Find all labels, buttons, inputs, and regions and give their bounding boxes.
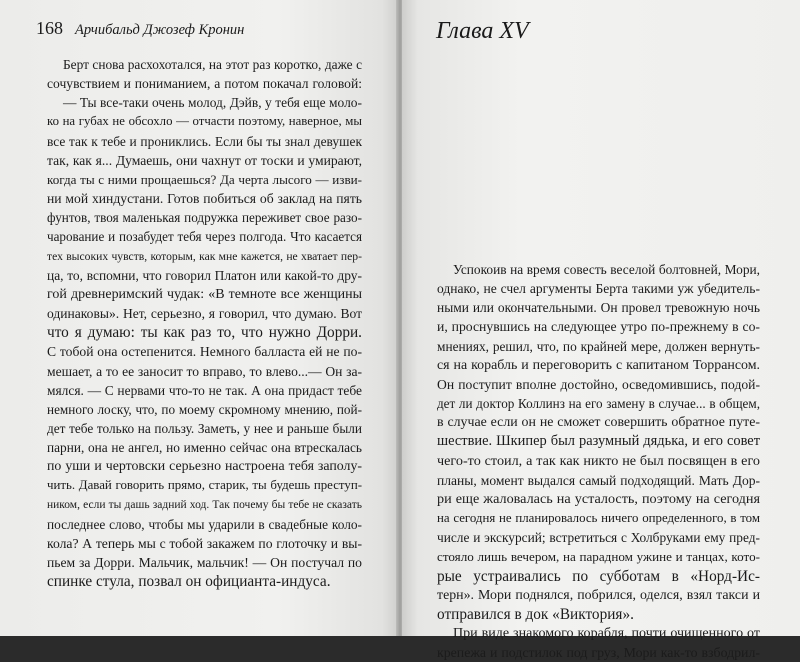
text-line: парни, она не ангел, но именно сейчас она втрескалась [47,440,362,456]
text-line: и, проснувшись на следующее утро по-прежнему в со- [437,319,760,335]
text-line: все так к тебе и прониклись. Если бы ты знал девушек [47,133,362,149]
page-number: 168 [36,18,63,38]
text-line: пьем за Дорри. Мальчик, мальчик! — Он постучал по [47,555,362,571]
text-line: ца, то, вспомни, что говорил Платон или какой-то дру- [47,267,362,283]
text-line: что я думаю: ты как раз то, что нужно Дорри. [47,324,362,342]
text-line: мешает, а то ее заносит то вправо, то влево...— Он за- [47,363,362,379]
text-line: ными или окончательными. Он провел тревожную ночь [437,300,760,316]
text-line: ко на губах не обсохло — отчасти поэтому, наверное, мы [47,114,362,129]
text-line: ни мой хиндустани. Готов побиться об заклад на пять [47,191,362,207]
text-line: гой древнеримский чудак: «В темноте все женщины [47,286,362,302]
running-head [36,18,244,39]
text-line: планы, момент выдался самый подходящий. Мать Дор- [437,472,760,488]
text-line: чарование и позабудет тебя через полгода. Что касается [47,229,362,245]
text-line: числе и экскурсий; встретиться с Холбруками ему пред- [437,530,760,546]
text-line: однако, не счел аргументы Берта такими уж убедитель- [437,281,760,297]
text-line: немного лоску, что, по моему скромному мнению, пой- [47,401,362,417]
left-page-text [47,55,362,591]
text-line: когда ты с ними прощаешься? Да черта лысого — изви- [47,171,362,187]
text-line: фунтов, твоя маленькая подружка переживет свое разо- [47,210,362,226]
text-line: чего-то стоил, а так как никто не был посвящен в его [437,452,760,469]
text-line: дет ли доктор Коллинз на его замену в случае... в общем, [437,396,760,412]
text-line: мялся. — С нервами что-то не так. А она придаст тебе [47,382,362,398]
text-line: по уши и чертовски серьезно настроена тебя заполу- [47,459,362,475]
text-line: в случае если он не сможет совершить обратное путе- [437,415,760,431]
text-line: кола? А теперь мы с тобой закажем по глоточку и вы- [47,535,362,551]
text-line: Успокоив на время совесть веселой болтовней, Мори, [453,262,760,277]
text-line: ником, если ты дашь задний ход. Так почему бы тебе не сказать [47,498,362,511]
text-line: отправился в док «Виктория». [437,605,634,623]
text-line: дет тебе только на пользу. Заметь, у нее и раньше были [47,420,362,436]
text-line: терн». Мори поднялся, побрился, оделся, взял такси и [437,587,760,603]
text-line: Он поступит вполне достойно, осведомившись, подой- [437,376,760,392]
text-line: чить. Давай говорить прямо, старик, ты будешь преступ- [47,478,362,493]
right-page-text [437,260,760,662]
left-page [0,0,398,636]
chapter-title: Глава XV [436,18,529,44]
text-line: ри еще жаловалась на усталость, поэтому на сегодня [437,490,760,507]
author-name: Арчибальд Джозеф Кронин [75,22,245,38]
text-line: сочувствием и пониманием, а потом покачал головой: [47,76,362,92]
text-line: — Ты все-таки очень молод, Дэйв, у тебя еще моло- [63,95,362,111]
text-line: ся на корабль и переговорить с капитаном Торрансом. [437,357,760,373]
text-line: последнее слово, чтобы мы ударили в свадебные коло- [47,516,362,532]
text-line: С тобой она остепенится. Немного балласта ей не по- [47,344,362,360]
text-line: рые устраивались по субботам в «Норд-Ис- [437,567,760,585]
text-line: так, как я... Думаешь, они чахнут от тоски и умирают, [47,152,362,168]
text-line: одинаковы». Нет, серьезно, я говорил, что думаю. Вот [47,306,362,322]
text-line: на сегодня не планировалось ничего определенного, в том [437,511,760,526]
text-line: стояло лишь вечером, на парадном ужине и танцах, кото- [437,549,760,565]
text-line: Берт снова расхохотался, на этот раз коротко, даже с [63,57,362,72]
text-line: мнениях, решил, что, по крайней мере, должен вернуть- [437,338,760,354]
text-line: крепежа и подстилок под груз, Мори как-то взбодрил- [437,645,760,661]
text-line: спинке стула, позвал он официанта-индуса. [47,573,331,591]
text-line: При виде знакомого корабля, почти очищенного от [453,624,760,641]
text-line: шествие. Шкипер был разумный дядька, и его совет [437,433,760,450]
text-line: тех высоких чувств, которым, как мне кажется, не хватает пер- [47,249,362,263]
